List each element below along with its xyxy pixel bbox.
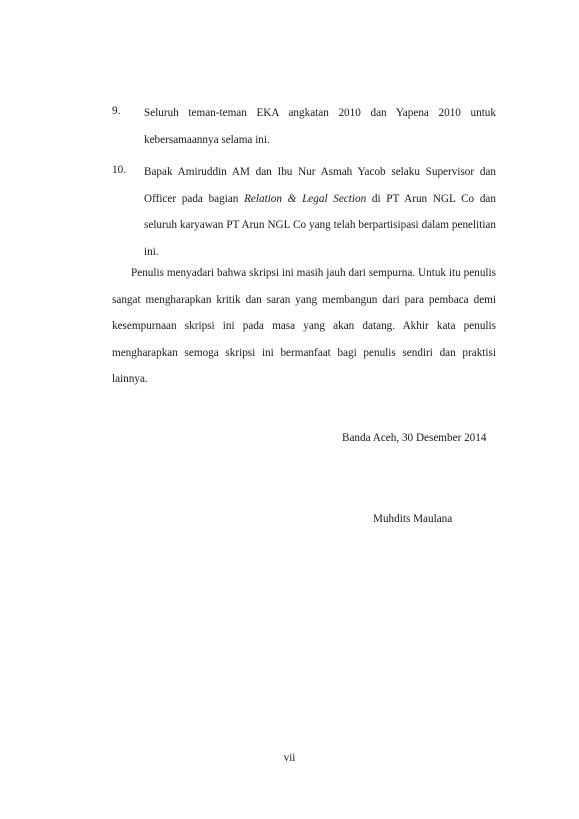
author-name: Muhdits Maulana [373, 513, 453, 525]
list-item-text [144, 159, 496, 265]
list-item-10 [112, 159, 496, 265]
list-item-text-end: di PT Arun NGL Co dan seluruh karyawan PT Arun NGL Co yang telah berpartisipasi dalam penelitian ini. [144, 192, 496, 258]
page-number: vii [283, 752, 296, 764]
closing-paragraph: Penulis menyadari bahwa skripsi ini masih jauh dari sempurna. Untuk itu penulis sangat mengharapkan kritik dan saran yang membangun dari para pembaca demi kesempurnaan skripsi ini pada masa yang akan datang. Akhir kata penulis mengharapkan semoga skripsi ini bermanfaat bagi penulis sendiri dan praktisi lainnya. [112, 267, 496, 385]
list-item-text-start: Bapak Amiruddin AM dan Ibu Nur Asmah Yacob selaku Supervisor dan Officer pada bagian [144, 166, 496, 205]
list-item-number: 9. [112, 105, 121, 117]
list-item-number: 10. [112, 164, 126, 176]
section-name-italic: Relation & Legal Section [244, 192, 367, 205]
acknowledgement-list [112, 100, 496, 271]
list-item-9 [112, 100, 496, 153]
place-and-date: Banda Aceh, 30 Desember 2014 [342, 432, 487, 444]
list-item-text: Seluruh teman-teman EKA angkatan 2010 dan Yapena 2010 untuk kebersamaannya selama ini. [144, 107, 496, 146]
